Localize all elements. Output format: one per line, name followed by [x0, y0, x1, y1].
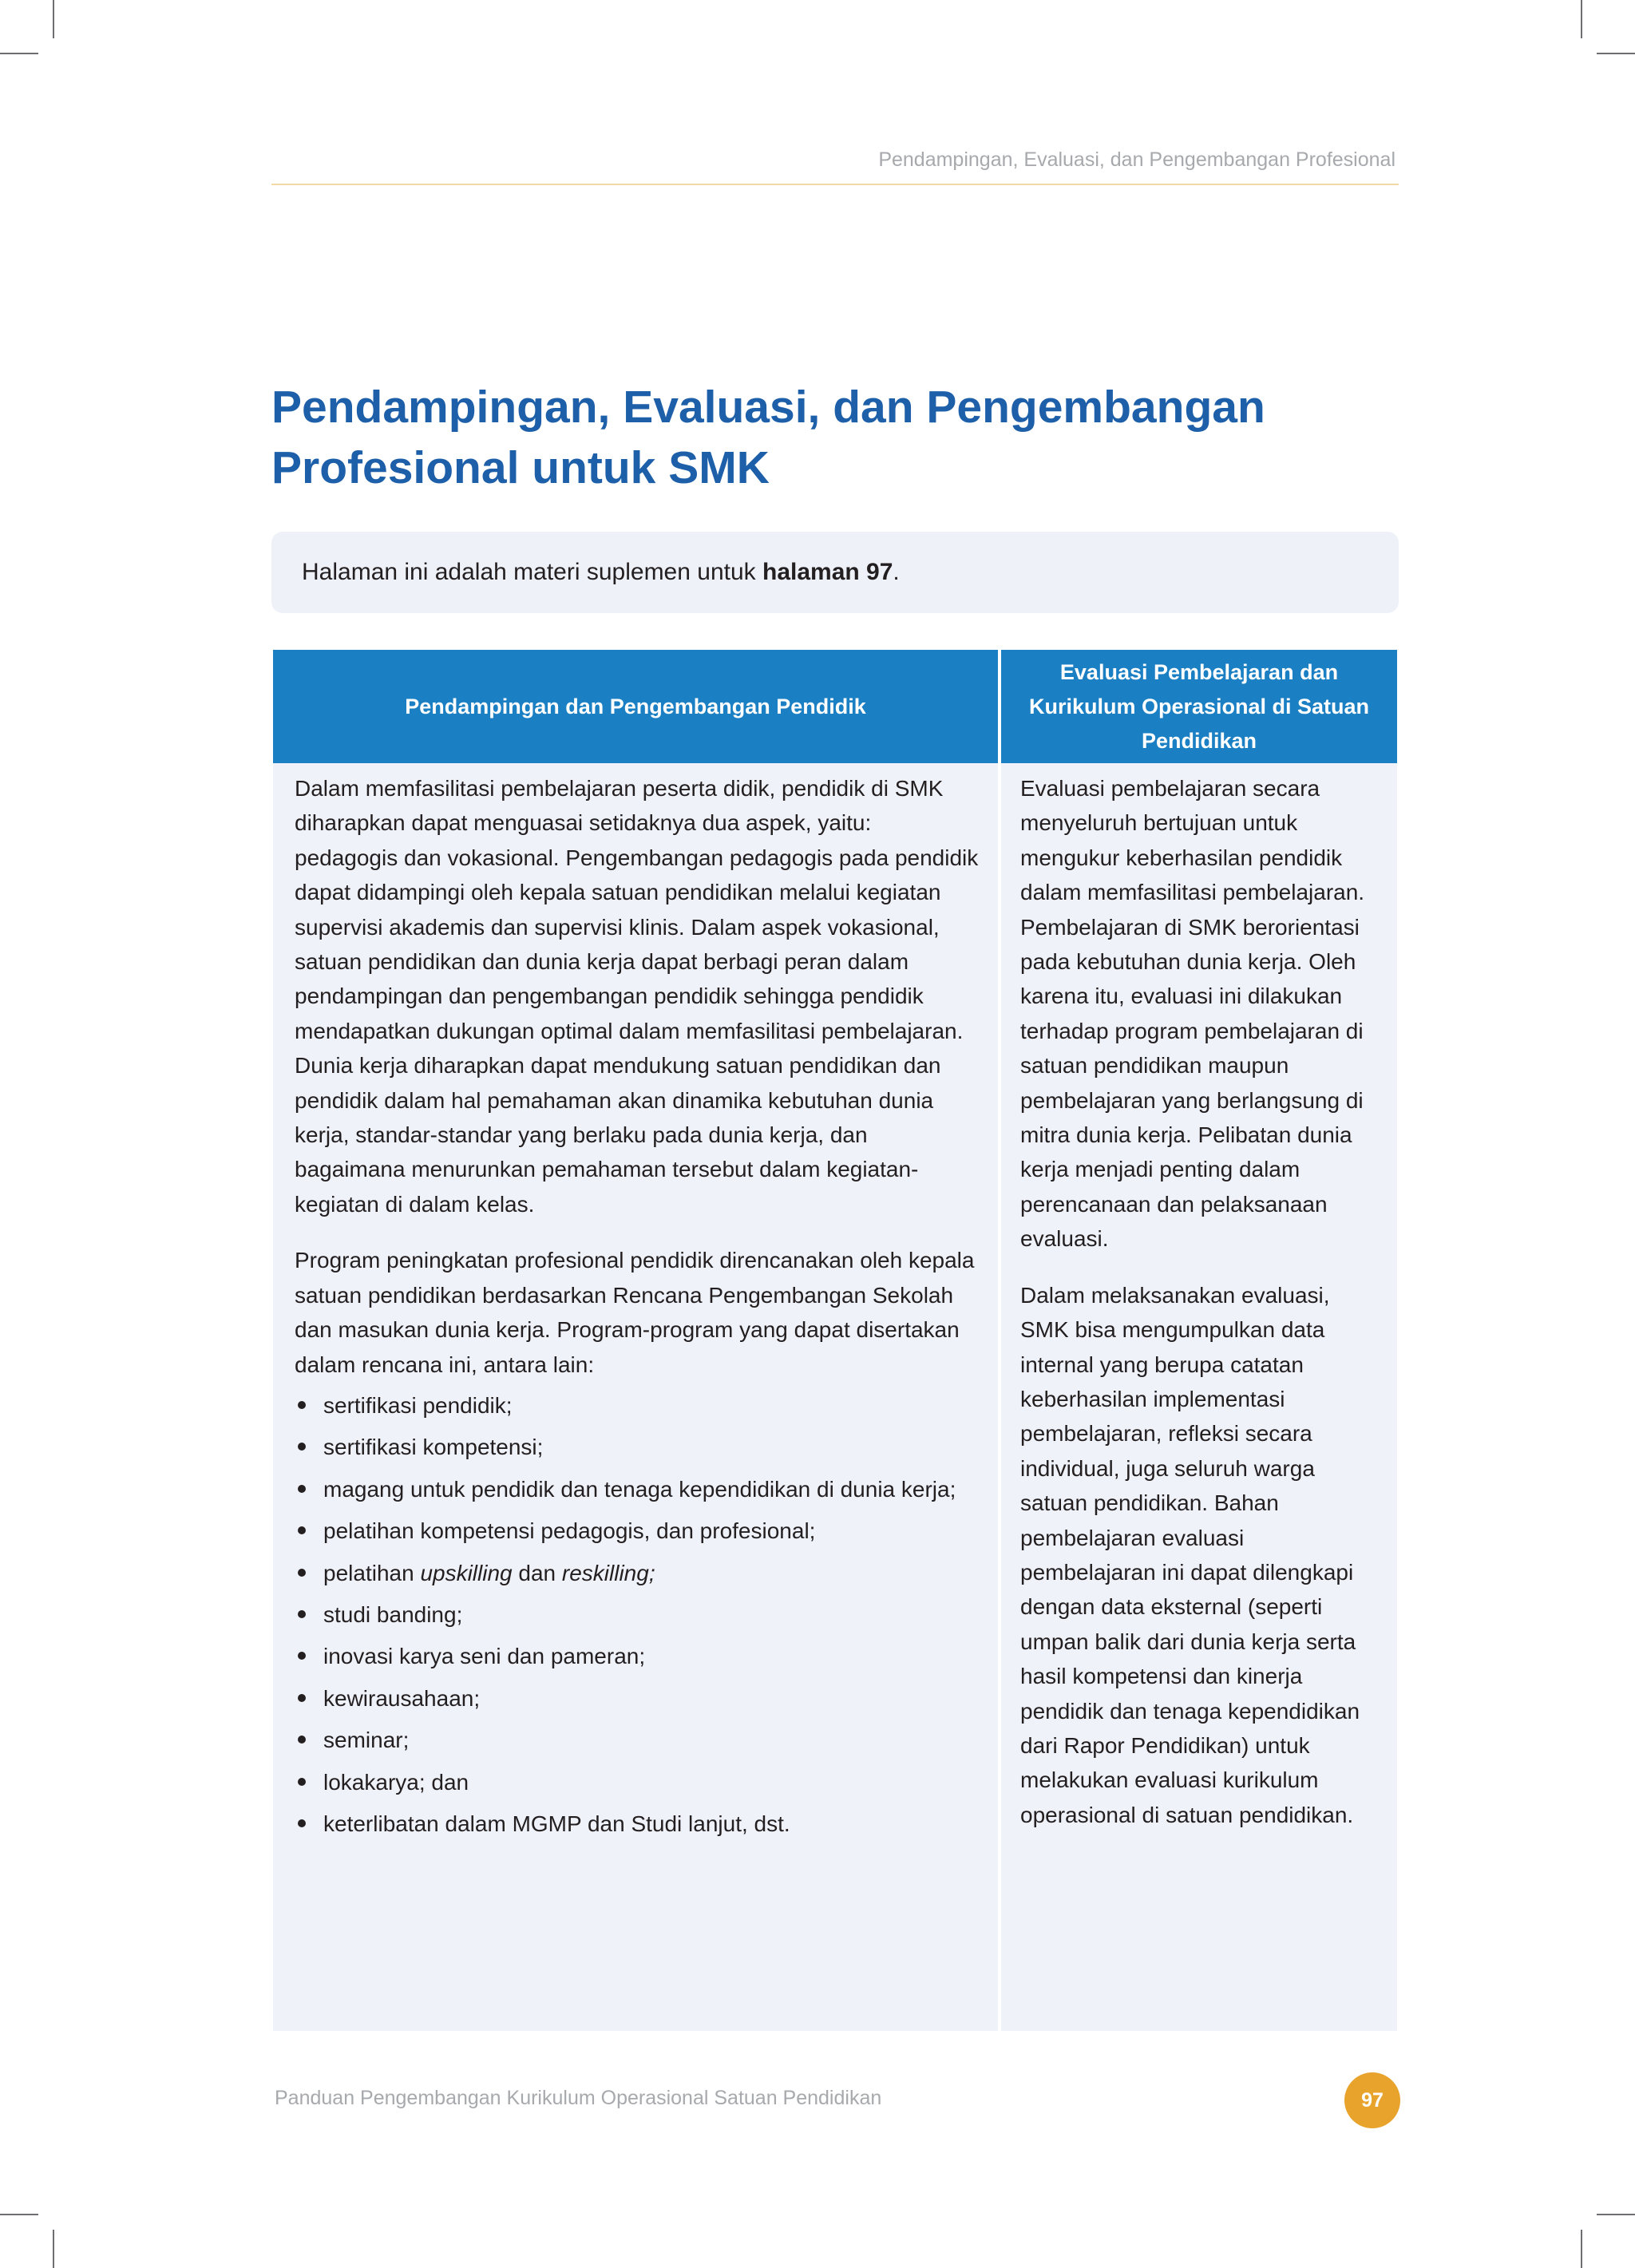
header-rule — [271, 184, 1399, 185]
crop-mark — [53, 2230, 54, 2268]
list-item: pelatihan upskilling dan reskilling; — [295, 1556, 979, 1590]
column-header-evaluasi: Evaluasi Pembelajaran dan Kurikulum Operasional di Satuan Pendidikan — [1001, 650, 1397, 763]
list-item: magang untuk pendidik dan tenaga kependidikan di dunia kerja; — [295, 1472, 979, 1506]
paragraph: Dalam memfasilitasi pembelajaran peserta didik, pendidik di SMK diharapkan dapat menguasai setidaknya dua aspek, yaitu: pedagogis dan vokasional. Pengembangan pedagogis pada pendidik dapat didampingi oleh kepala satuan pendidikan melalui kegiatan supervisi akademis dan supervisi klinis. Dalam aspek vokasional, satuan pendidikan dan dunia kerja dapat berbagi peran dalam pendampingan dan pengembangan pendidik sehingga pendidik mendapatkan dukungan optimal dalam memfasilitasi pembelajaran. Dunia kerja diharapkan dapat mendukung satuan pendidikan dan pendidik dalam hal pemahaman akan dinamika kebutuhan dunia kerja, standar-standar yang berlaku pada dunia kerja, dan bagaimana menurunkan pemahaman tersebut dalam kegiatan-kegiatan di dalam kelas. — [295, 776, 979, 1217]
note-text: Halaman ini adalah materi suplemen untuk halaman 97. — [302, 559, 900, 585]
paragraph: Program peningkatan profesional pendidik direncanakan oleh kepala satuan pendidikan berdasarkan Rencana Pengembangan Sekolah dan masukan dunia kerja. Program-program yang dapat disertakan dalam rencana ini, antara lain: — [295, 1248, 975, 1377]
paragraph: Dalam melaksanakan evaluasi, SMK bisa mengumpulkan data internal yang berupa catatan keberhasilan implementasi pembelajaran, refleksi secara individual, juga seluruh warga satuan pendidikan. Bahan pembelajaran evaluasi pembelajaran ini dapat dilengkapi dengan data eksternal (seperti umpan balik dari dunia kerja serta hasil kompetensi dan kinerja pendidik dan tenaga kependidikan dari Rapor Pendidikan) untuk melakukan evaluasi kurikulum operasional di satuan pendidikan. — [1020, 1282, 1360, 1827]
list-item: lokakarya; dan — [295, 1765, 979, 1799]
list-item: seminar; — [295, 1723, 979, 1757]
page-number-badge: 97 — [1344, 2072, 1400, 2128]
crop-mark — [1581, 2230, 1582, 2268]
note-page-ref: halaman 97 — [762, 559, 893, 585]
list-item: sertifikasi pendidik; — [295, 1388, 979, 1423]
crop-mark — [0, 2214, 38, 2215]
list-item: kewirausahaan; — [295, 1681, 979, 1716]
list-item: studi banding; — [295, 1597, 979, 1632]
crop-mark — [53, 0, 54, 38]
column-header-pendampingan: Pendampingan dan Pengembangan Pendidik — [273, 650, 998, 763]
crop-mark — [1597, 2214, 1635, 2215]
table-row — [273, 763, 1397, 2031]
cell-evaluasi — [1001, 763, 1397, 2031]
cell-pendampingan — [273, 763, 998, 2031]
list-item: pelatihan kompetensi pedagogis, dan profesional; — [295, 1514, 979, 1548]
footer-book-title: Panduan Pengembangan Kurikulum Operasional Satuan Pendidikan — [275, 2087, 882, 2109]
list-item: sertifikasi kompetensi; — [295, 1430, 979, 1464]
table-header-row — [273, 650, 1397, 763]
crop-mark — [1581, 0, 1582, 38]
crop-mark — [0, 53, 38, 54]
list-item: inovasi karya seni dan pameran; — [295, 1639, 979, 1673]
paragraph: Evaluasi pembelajaran secara menyeluruh bertujuan untuk mengukur keberhasilan pendidik dalam memfasilitasi pembelajaran. Pembelajaran di SMK berorientasi pada kebutuhan dunia kerja. Oleh karena itu, evaluasi ini dilakukan terhadap program pembelajaran di satuan pendidikan maupun pembelajaran yang berlangsung di mitra dunia kerja. Pelibatan dunia kerja menjadi penting dalam perencanaan dan pelaksanaan evaluasi. — [1020, 776, 1365, 1252]
page-title: Pendampingan, Evaluasi, dan Pengembangan Profesional untuk SMK — [271, 382, 1265, 493]
list-item: keterlibatan dalam MGMP dan Studi lanjut, dst. — [295, 1807, 979, 1841]
supplement-note — [271, 532, 1399, 613]
program-list — [295, 1388, 979, 1841]
content-table — [273, 650, 1397, 2031]
running-header: Pendampingan, Evaluasi, dan Pengembangan Profesional — [878, 148, 1395, 171]
crop-mark — [1597, 53, 1635, 54]
